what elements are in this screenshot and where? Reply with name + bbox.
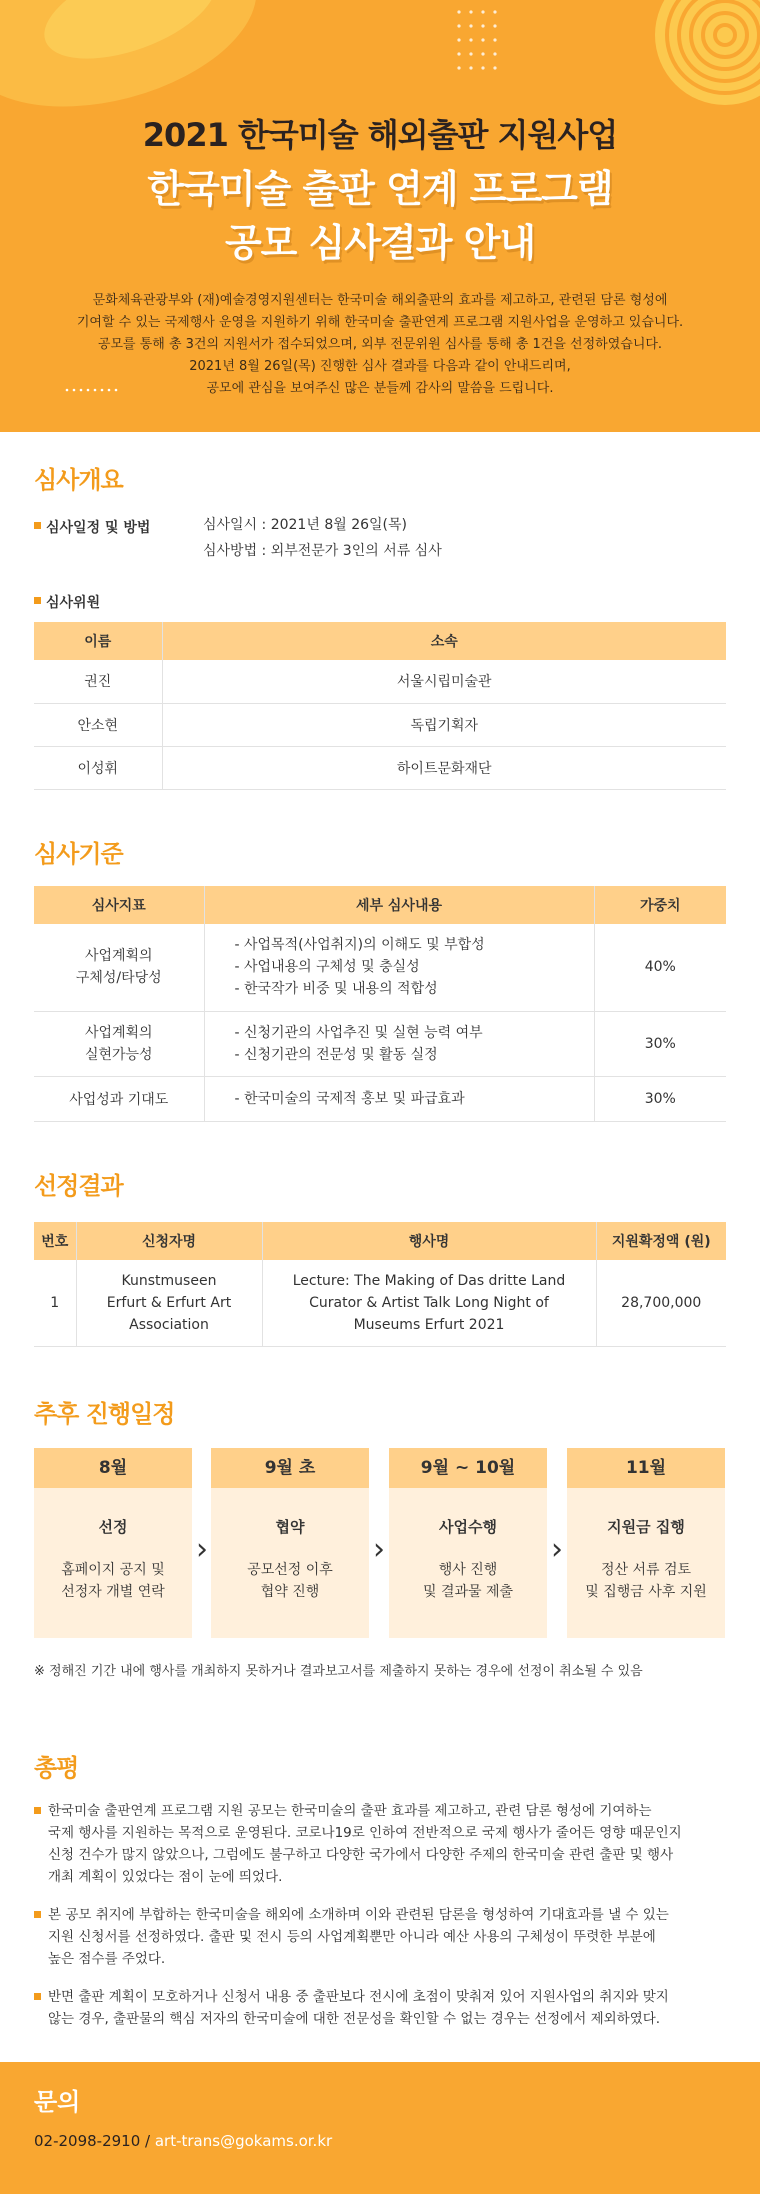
review-line: 개최 계획이 있었다는 점이 눈에 띄었다. [48, 1869, 283, 1885]
hero-title [0, 162, 760, 270]
review-line: 본 공모 취지에 부합하는 한국미술을 해외에 소개하며 이와 관련된 담론을 형성하여 기대효과를 낼 수 있는 [48, 1907, 669, 1923]
indicator-line: 사업성과 기대도 [69, 1091, 169, 1108]
timeline-step [211, 1448, 369, 1638]
schedule-method: 심사방법 : 외부전문가 3인의 서류 심사 [203, 543, 442, 559]
criteria-weight: 30% [594, 1011, 726, 1076]
section-title-results: 선정결과 [34, 1172, 123, 1200]
review-item [34, 1986, 724, 2030]
detail-line: - 사업내용의 구체성 및 충실성 [234, 959, 420, 976]
contact-footer [0, 2062, 760, 2194]
criteria-weight: 30% [594, 1076, 726, 1121]
applicant-line: Kunstmuseen [121, 1272, 217, 1289]
judge-org: 서울시립미술관 [162, 660, 726, 703]
desc-line: 정산 서류 검토 [600, 1562, 692, 1578]
indicator-line: 사업계획의 [84, 1024, 153, 1041]
event-line: Lecture: The Making of Das dritte Land [292, 1272, 566, 1289]
chevron-right-icon: › [373, 1532, 385, 1567]
review-item [34, 1904, 724, 1970]
schedule-note: ※ 정해진 기간 내에 행사를 개최하지 못하거나 결과보고서를 제출하지 못하는 경우에 선정이 취소될 수 있음 [34, 1664, 643, 1679]
column-header: 행사명 [262, 1222, 596, 1260]
column-header: 심사지표 [34, 886, 204, 924]
table-header-row [34, 886, 726, 924]
table-row [34, 746, 726, 789]
desc-line: 선정자 개별 연락 [61, 1584, 165, 1600]
table-row [34, 1076, 726, 1121]
review-line: 국제 행사를 지원하는 목적으로 운영된다. 코로나19로 인하여 전반적으로 국제 행사가 줄어든 영향 때문인지 [48, 1825, 682, 1841]
result-applicant [76, 1260, 262, 1346]
intro-line: 공모를 통해 총 3건의 지원서가 접수되었으며, 외부 전문위원 심사를 통해 총 1건을 선정하였습니다. [97, 337, 663, 352]
detail-line: - 신청기관의 전문성 및 활동 실정 [234, 1046, 438, 1063]
table-header-row [34, 1222, 726, 1260]
indicator-line: 실현가능성 [84, 1046, 153, 1063]
applicant-line: Association [129, 1316, 209, 1333]
criteria-details [204, 1011, 594, 1076]
table-row [34, 924, 726, 1011]
contact-info [34, 2132, 332, 2150]
result-event [262, 1260, 596, 1346]
judge-name: 권진 [34, 660, 162, 703]
schedule-label: 심사일정 및 방법 [34, 517, 150, 537]
review-line: 한국미술 출판연계 프로그램 지원 공모는 한국미술의 출판 효과를 제고하고, 관련 담론 형성에 기여하는 [48, 1803, 652, 1819]
schedule-date: 심사일시 : 2021년 8월 26일(목) [203, 517, 407, 533]
section-title-schedule: 추후 진행일정 [34, 1400, 175, 1428]
detail-line: - 사업목적(사업취지)의 이해도 및 부합성 [234, 937, 485, 954]
column-header: 지원확정액 (원) [596, 1222, 726, 1260]
review-line: 신청 건수가 많지 않았으나, 그럼에도 불구하고 다양한 국가에서 다양한 주제의 한국미술 관련 출판 및 행사 [48, 1847, 674, 1863]
criteria-details [204, 1076, 594, 1121]
table-header-row [34, 622, 726, 660]
desc-line: 및 집행금 사후 지원 [585, 1584, 707, 1600]
judges-table [34, 622, 726, 790]
table-row [34, 703, 726, 746]
desc-line: 협약 진행 [260, 1584, 320, 1600]
timeline-period: 9월 ~ 10월 [389, 1448, 547, 1488]
judge-org: 독립기획자 [162, 703, 726, 746]
judges-label: 심사위원 [34, 592, 100, 612]
judge-name: 안소현 [34, 703, 162, 746]
contact-title: 문의 [34, 2088, 81, 2116]
indicator-line: 구체성/타당성 [75, 970, 162, 987]
column-header: 소속 [162, 622, 726, 660]
criteria-indicator [34, 924, 204, 1011]
column-header: 이름 [34, 622, 162, 660]
timeline-period: 8월 [34, 1448, 192, 1488]
criteria-details [204, 924, 594, 1011]
detail-line: - 한국작가 비중 및 내용의 적합성 [234, 981, 438, 998]
indicator-line: 사업계획의 [84, 948, 153, 965]
table-row [34, 1011, 726, 1076]
hero-title-line: 한국미술 출판 연계 프로그램 [147, 167, 613, 211]
event-line: Museums Erfurt 2021 [353, 1316, 505, 1333]
review-item [34, 1800, 724, 1888]
section-title-overview: 심사개요 [34, 466, 123, 494]
contact-separator: / [140, 2132, 155, 2150]
hero-intro [40, 290, 720, 400]
contact-email-link[interactable]: art-trans@gokams.or.kr [154, 2132, 333, 2150]
results-table [34, 1222, 726, 1347]
judge-name: 이성휘 [34, 746, 162, 789]
hero-subtitle: 2021 한국미술 해외출판 지원사업 [142, 116, 618, 154]
table-row [34, 660, 726, 703]
section-title-criteria: 심사기준 [34, 840, 123, 868]
detail-line: - 한국미술의 국제적 홍보 및 파급효과 [234, 1090, 465, 1107]
timeline-step-desc [389, 1559, 547, 1603]
intro-line: 기여할 수 있는 국제행사 운영을 지원하기 위해 한국미술 출판연계 프로그램 지원사업을 운영하고 있습니다. [76, 315, 684, 330]
contact-phone[interactable]: 02-2098-2910 [34, 2132, 141, 2150]
intro-line: 공모에 관심을 보여주신 많은 분들께 감사의 말씀을 드립니다. [206, 381, 554, 396]
timeline-step-name: 사업수행 [439, 1518, 497, 1536]
desc-line: 홈페이지 공지 및 [61, 1562, 165, 1578]
hero-title-line: 공모 심사결과 안내 [224, 221, 536, 265]
column-header: 세부 심사내용 [204, 886, 594, 924]
criteria-indicator [34, 1011, 204, 1076]
criteria-weight: 40% [594, 924, 726, 1011]
intro-line: 2021년 8월 26일(목) 진행한 심사 결과를 다음과 같이 안내드리며, [189, 359, 571, 374]
criteria-indicator [34, 1076, 204, 1121]
decorative-rings-icon [650, 0, 760, 110]
timeline-step [389, 1448, 547, 1638]
timeline-step-name: 지원금 집행 [607, 1518, 685, 1536]
criteria-table [34, 886, 726, 1122]
timeline-step-desc [567, 1559, 725, 1603]
table-row [34, 1260, 726, 1346]
timeline-period: 11월 [567, 1448, 725, 1488]
hero-banner [0, 0, 760, 432]
timeline-period: 9월 초 [211, 1448, 369, 1488]
column-header: 가중치 [594, 886, 726, 924]
section-title-review: 총평 [34, 1754, 79, 1782]
timeline-step-name: 협약 [275, 1518, 305, 1536]
chevron-right-icon: › [551, 1532, 563, 1567]
chevron-right-icon: › [196, 1532, 208, 1567]
detail-line: - 신청기관의 사업추진 및 실현 능력 여부 [234, 1024, 483, 1041]
review-line: 않는 경우, 출판물의 핵심 저자의 한국미술에 대한 전문성을 확인할 수 없는 경우는 선정에서 제외하였다. [48, 2011, 661, 2027]
desc-line: 행사 진행 [438, 1562, 498, 1578]
timeline-step [567, 1448, 725, 1638]
review-line: 지원 신청서를 선정하였다. 출판 및 전시 등의 사업계획뿐만 아니라 예산 사용의 구체성이 뚜렷한 부분에 [48, 1929, 656, 1945]
decorative-dots-icon [455, 8, 503, 78]
timeline-step [34, 1448, 192, 1638]
desc-line: 공모선정 이후 [247, 1562, 333, 1578]
event-line: Curator & Artist Talk Long Night of [309, 1294, 549, 1311]
applicant-line: Erfurt & Erfurt Art [106, 1294, 232, 1311]
judge-org: 하이트문화재단 [162, 746, 726, 789]
desc-line: 및 결과물 제출 [422, 1584, 514, 1600]
timeline-step-desc [211, 1559, 369, 1603]
column-header: 번호 [34, 1222, 76, 1260]
result-amount: 28,700,000 [596, 1260, 726, 1346]
result-number: 1 [34, 1260, 76, 1346]
intro-line: 문화체육관광부와 (재)예술경영지원센터는 한국미술 해외출판의 효과를 제고하고, 관련된 담론 형성에 [92, 293, 668, 308]
timeline-step-desc [34, 1559, 192, 1603]
column-header: 신청자명 [76, 1222, 262, 1260]
review-line: 높은 점수를 주었다. [48, 1951, 166, 1967]
timeline-step-name: 선정 [98, 1518, 128, 1536]
schedule-details [203, 512, 442, 564]
review-line: 반면 출판 계획이 모호하거나 신청서 내용 중 출판보다 전시에 초점이 맞춰져 있어 지원사업의 취지와 맞지 [48, 1989, 669, 2005]
